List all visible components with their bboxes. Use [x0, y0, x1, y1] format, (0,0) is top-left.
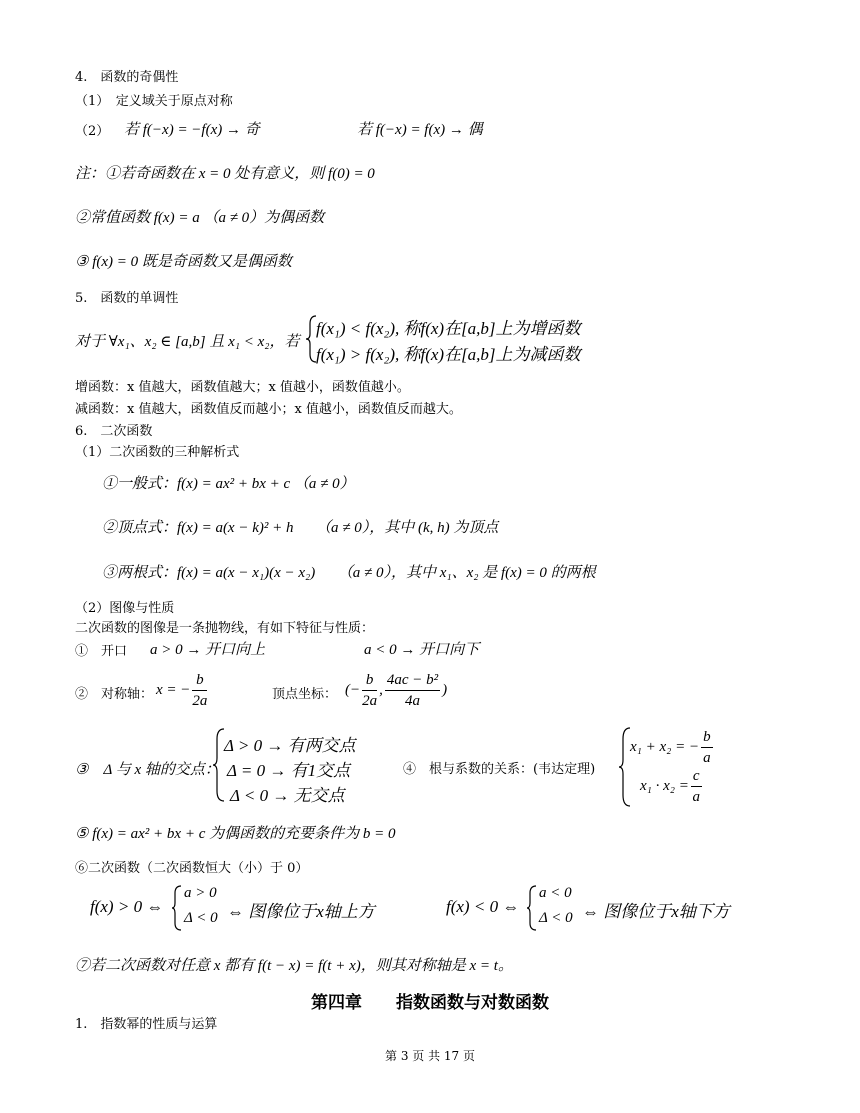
decreasing-case: f(x₁) > f(x₂), 称f(x)在[a,b]上为减函数: [316, 345, 581, 364]
increasing-case: f(x₁) < f(x₂), 称f(x)在[a,b]上为增函数: [316, 319, 581, 338]
axis-formula: x = − $\frac{b}{2a}$: [156, 672, 208, 709]
note-1: 注：①若奇函数在 x = 0 处有意义，则 f(0) = 0: [75, 166, 375, 182]
vieta-product: x₁ · x₂ = $\frac{c}{a}$: [640, 768, 700, 805]
prop-5: ⑤ f(x) = ax² + bx + c 为偶函数的充要条件为 b = 0: [75, 826, 396, 842]
disc-case-negative: Δ < 0 → 无交点: [230, 786, 345, 805]
note-2: ②常值函数 f(x) = a （a ≠ 0）为偶函数: [75, 210, 325, 226]
prop-4-label: ④ 根与系数的关系：(韦达定理): [403, 762, 596, 777]
vieta-sum: x₁ + x₂ = − $\frac{b}{a}$: [630, 729, 711, 766]
prop-2-label: ② 对称轴：: [75, 687, 154, 702]
prop-3-label: ③ Δ 与 x 轴的交点：: [75, 762, 220, 778]
negative-rhs: ⇔ 图像位于x轴下方: [582, 902, 730, 921]
parity-item-2-label: （2）: [75, 124, 110, 139]
section-5-title: 5. 函数的单调性: [75, 291, 179, 306]
positive-lhs: f(x) > 0 ⇔: [90, 897, 164, 916]
negative-lhs: f(x) < 0 ⇔: [446, 897, 520, 916]
positive-cond-a: a > 0: [184, 885, 217, 901]
prop-1-down: a < 0 → 开口向下: [364, 642, 480, 658]
vertex-formula: (− $\frac{b}{2a}$ , $\frac{\text{4ac − b²}}{4a}$ ): [345, 672, 448, 709]
prop-1-up: a > 0 → 开口向上: [150, 642, 266, 658]
disc-case-positive: Δ > 0 → 有两交点: [224, 736, 356, 755]
form-vertex: ②顶点式：f(x) = a(x − k)² + h （a ≠ 0），其中 (k, h) 为顶点: [102, 520, 499, 536]
section-4-title: 4. 函数的奇偶性: [75, 70, 179, 85]
form-roots: ③两根式：f(x) = a(x − x₁)(x − x₂) （a ≠ 0），其中 x₁、x₂ 是 f(x) = 0 的两根: [102, 565, 596, 581]
disc-case-zero: Δ = 0 → 有1交点: [227, 761, 351, 780]
parity-item-1: （1） 定义域关于原点对称: [75, 94, 233, 109]
form-general: ①一般式：f(x) = ax² + bx + c （a ≠ 0）: [102, 476, 355, 492]
negative-brace: [526, 884, 538, 932]
prop-6: ⑥二次函数（二次函数恒大（小）于 0）: [75, 861, 309, 876]
negative-cond-a: a < 0: [539, 885, 572, 901]
page-footer: 第 3 页 共 17 页: [385, 1049, 475, 1063]
even-condition: 若 f(−x) = f(x) → 偶: [357, 122, 483, 138]
vertex-label: 顶点坐标：: [272, 687, 338, 702]
increasing-def: 增函数：x 值越大，函数值越大；x 值越小，函数值越小。: [75, 380, 410, 395]
prop-7: ⑦若二次函数对任意 x 都有 f(t − x) = f(t + x)，则其对称轴是 x = t。: [75, 958, 513, 974]
quad-intro: 二次函数的图像是一条抛物线，有如下特征与性质：: [75, 621, 375, 636]
prop-1-label: ① 开口: [75, 644, 128, 659]
monotonic-condition: 对于 ∀x₁、x₂ ∈ [a,b] 且 x₁ < x₂，若: [75, 334, 300, 350]
quad-sub-2: （2）图像与性质: [75, 601, 175, 616]
note-3: ③ f(x) = 0 既是奇函数又是偶函数: [75, 254, 292, 270]
quad-sub-1: （1）二次函数的三种解析式: [75, 445, 240, 460]
decreasing-def: 减函数：x 值越大，函数值反而越小；x 值越小，函数值反而越大。: [75, 402, 462, 417]
positive-rhs: ⇔ 图像位于x轴上方: [227, 902, 375, 921]
chapter-item-1: 1. 指数幂的性质与运算: [75, 1017, 218, 1032]
negative-cond-delta: Δ < 0: [539, 910, 573, 926]
positive-cond-delta: Δ < 0: [184, 910, 218, 926]
section-6-title: 6. 二次函数: [75, 424, 153, 439]
chapter-title: 第四章 指数函数与对数函数: [311, 993, 549, 1013]
odd-condition: 若 f(−x) = −f(x) → 奇: [124, 122, 260, 138]
positive-brace: [171, 884, 183, 932]
